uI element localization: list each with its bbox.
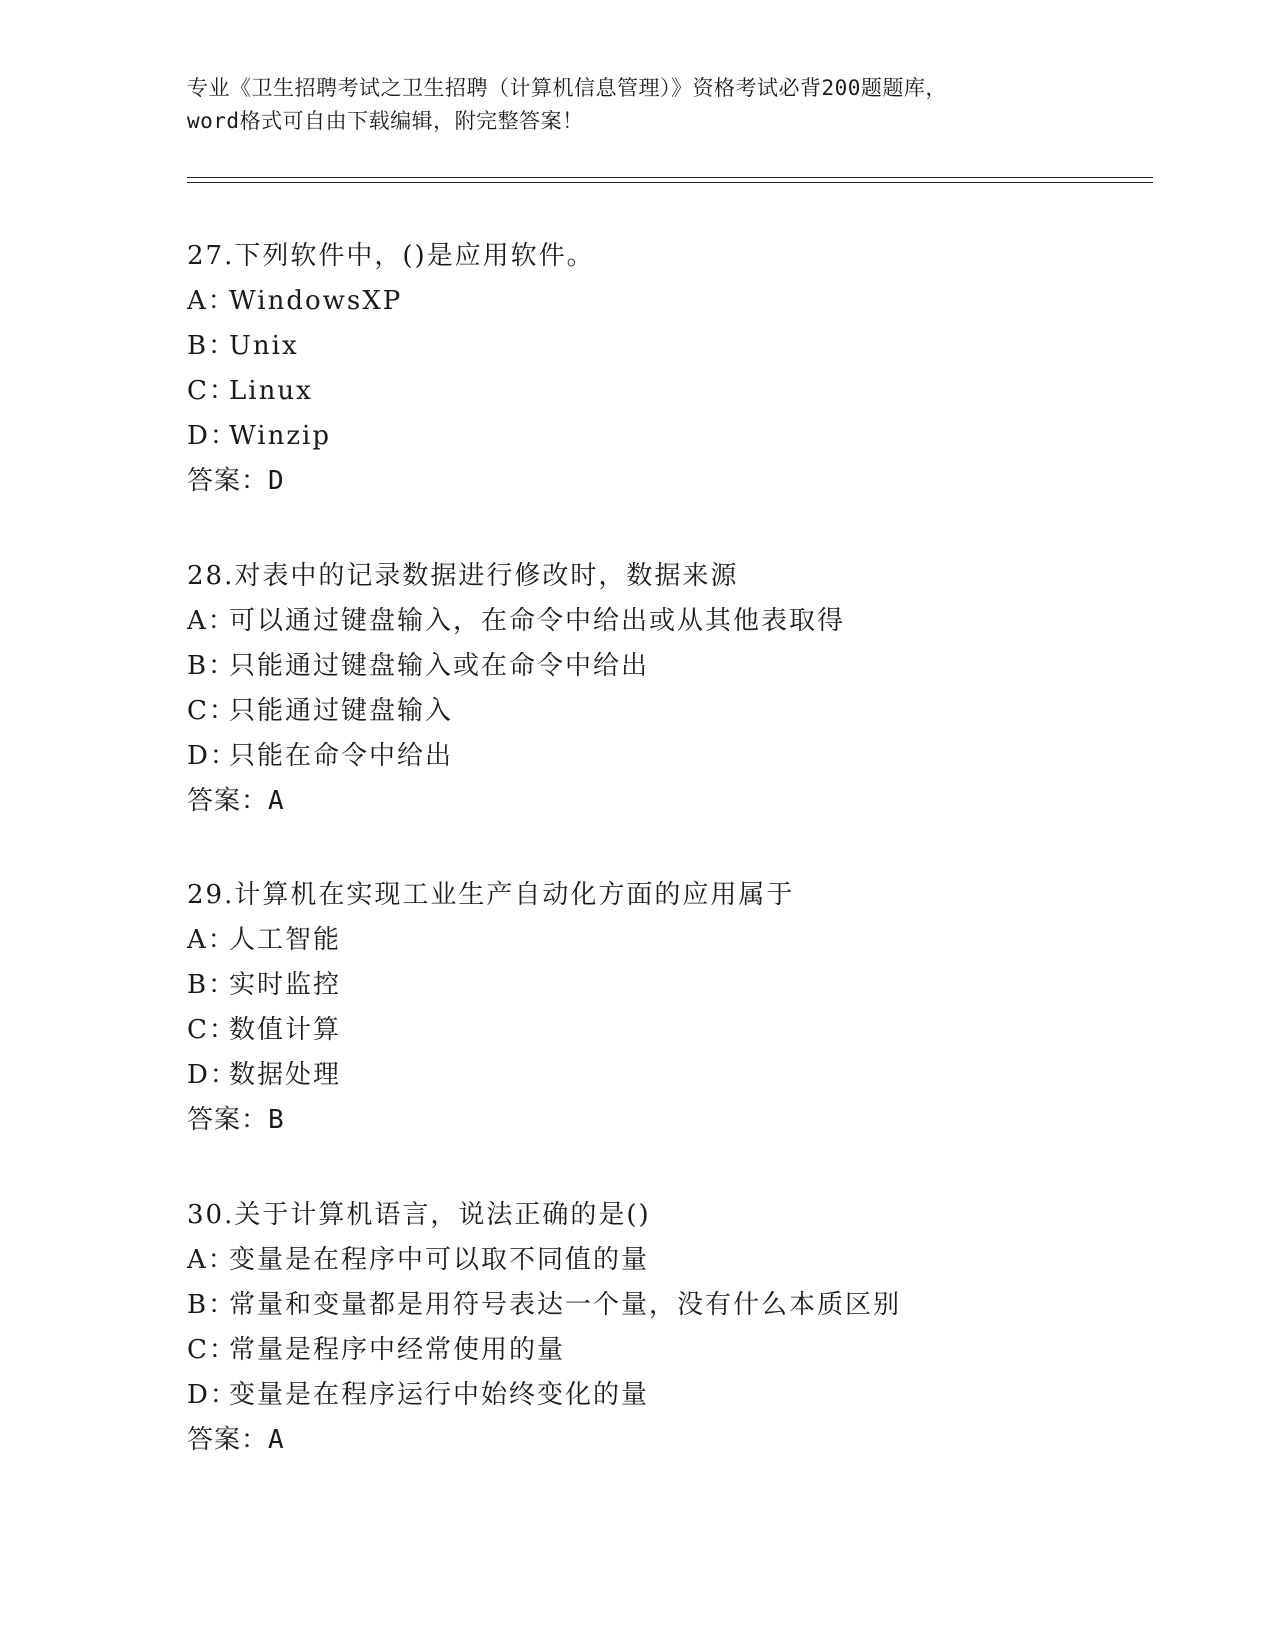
option-text: 常量是程序中经常使用的量 (229, 1335, 566, 1365)
option-d (187, 1053, 1187, 1098)
option-c (187, 1328, 1187, 1373)
question-block (187, 234, 1187, 504)
option-a (187, 599, 1187, 644)
question-block (187, 873, 1187, 1143)
option-a (187, 918, 1187, 963)
option-d (187, 734, 1187, 779)
question-block (187, 554, 1187, 824)
answer: 答案：D (187, 466, 285, 496)
header-line-2: word格式可自由下载编辑，附完整答案！ (187, 109, 584, 133)
option-d (187, 414, 1187, 459)
option-label: D： (187, 1380, 238, 1410)
option-text: 人工智能 (229, 925, 342, 955)
question-stem: 28.对表中的记录数据进行修改时，数据来源 (187, 561, 739, 591)
option-c (187, 369, 1187, 414)
option-text: 数据处理 (229, 1060, 342, 1090)
option-text: WindowsXP (229, 286, 403, 316)
option-label: D： (187, 421, 238, 451)
option-text: Winzip (229, 421, 331, 451)
option-label: A： (187, 1245, 236, 1275)
option-text: 实时监控 (229, 970, 342, 1000)
option-label: D： (187, 741, 238, 771)
option-label: A： (187, 606, 236, 636)
option-label: C： (187, 696, 237, 726)
option-b (187, 963, 1187, 1008)
option-c (187, 1008, 1187, 1053)
option-b (187, 324, 1187, 369)
option-label: A： (187, 286, 236, 316)
option-d (187, 1373, 1187, 1418)
option-text: 数值计算 (229, 1015, 342, 1045)
option-text: 常量和变量都是用符号表达一个量，没有什么本质区别 (229, 1290, 902, 1320)
question-stem: 30.关于计算机语言，说法正确的是() (187, 1200, 651, 1230)
header-line-1: 专业《卫生招聘考试之卫生招聘（计算机信息管理）》资格考试必背200题题库， (187, 76, 947, 100)
option-text: 变量是在程序中可以取不同值的量 (229, 1245, 650, 1275)
option-text: 可以通过键盘输入，在命令中给出或从其他表取得 (229, 606, 846, 636)
option-b (187, 1283, 1187, 1328)
document-header (187, 72, 1087, 138)
question-block (187, 1193, 1187, 1463)
option-b (187, 644, 1187, 689)
option-label: B： (187, 1290, 237, 1320)
option-label: B： (187, 651, 237, 681)
option-label: D： (187, 1060, 238, 1090)
question-stem: 27.下列软件中，()是应用软件。 (187, 241, 595, 271)
option-label: C： (187, 1335, 237, 1365)
option-text: 变量是在程序运行中始终变化的量 (229, 1380, 650, 1410)
option-label: C： (187, 376, 237, 406)
answer: 答案：B (187, 1105, 285, 1135)
answer: 答案：A (187, 1425, 285, 1455)
option-text: Linux (229, 376, 313, 406)
option-a (187, 1238, 1187, 1283)
question-stem: 29.计算机在实现工业生产自动化方面的应用属于 (187, 880, 795, 910)
option-label: B： (187, 331, 237, 361)
option-text: 只能通过键盘输入或在命令中给出 (229, 651, 650, 681)
option-text: 只能在命令中给出 (229, 741, 454, 771)
header-divider-top (187, 177, 1153, 178)
option-label: B： (187, 970, 237, 1000)
option-label: C： (187, 1015, 237, 1045)
option-text: Unix (229, 331, 299, 361)
option-c (187, 689, 1187, 734)
answer: 答案：A (187, 786, 285, 816)
option-text: 只能通过键盘输入 (229, 696, 454, 726)
header-divider-bottom (187, 182, 1153, 183)
option-label: A： (187, 925, 236, 955)
option-a (187, 279, 1187, 324)
